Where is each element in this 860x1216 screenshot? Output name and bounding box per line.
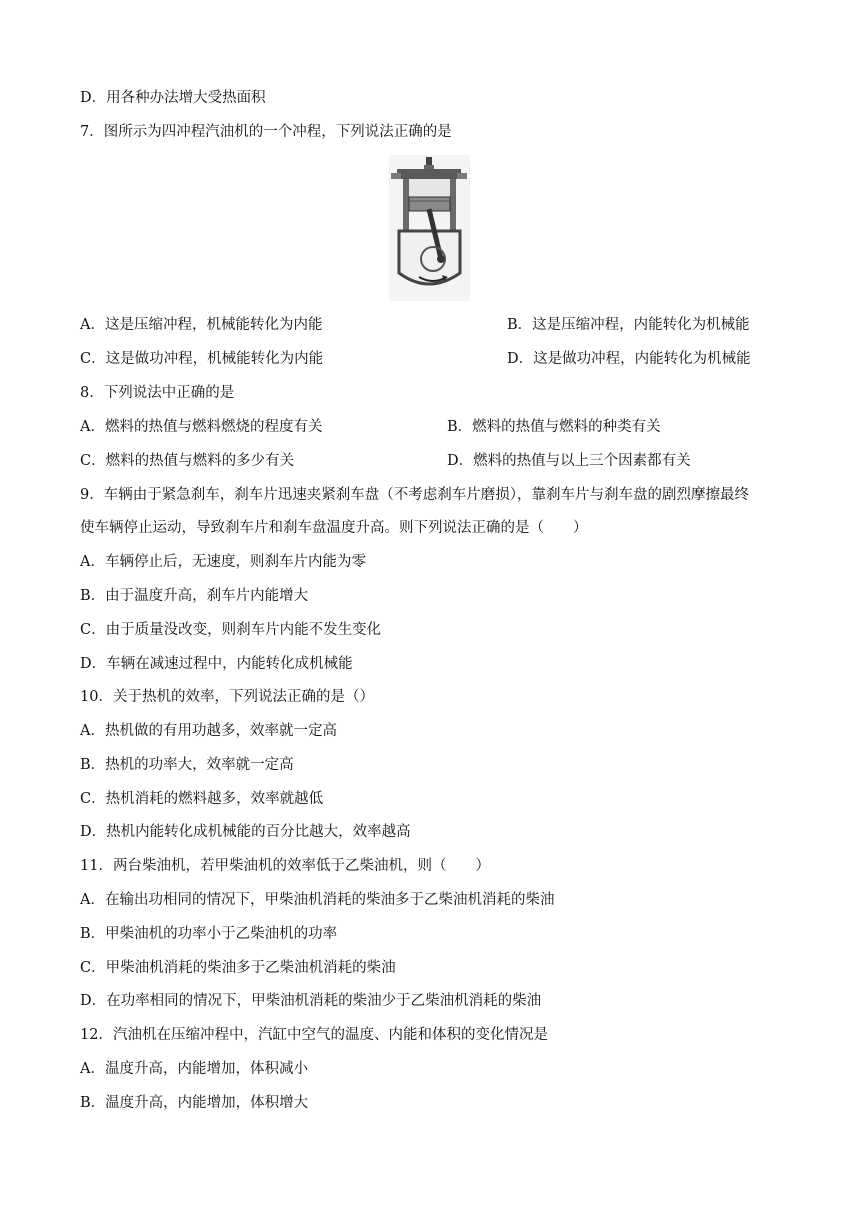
q9-stem-line1: 9．车辆由于紧急刹车，刹车片迅速夹紧刹车盘（不考虑刹车片磨损），靠刹车片与刹车盘的剧烈摩擦最终 <box>80 487 749 503</box>
q7-option-d: D．这是做功冲程，内能转化为机械能 <box>507 351 751 367</box>
q7-stem: 7．图所示为四冲程汽油机的一个冲程，下列说法正确的是 <box>80 124 452 140</box>
q8-stem: 8．下列说法中正确的是 <box>80 385 235 401</box>
q8-option-b: B．燃料的热值与燃料的种类有关 <box>447 419 661 435</box>
q10-option-c: C．热机消耗的燃料越多，效率就越低 <box>80 791 324 807</box>
q12-option-a: A．温度升高，内能增加，体积减小 <box>80 1061 308 1077</box>
q7-option-a: A．这是压缩冲程，机械能转化为内能 <box>80 317 323 333</box>
q11-option-c: C．甲柴油机消耗的柴油多于乙柴油机消耗的柴油 <box>80 960 396 976</box>
q7-option-b: B．这是压缩冲程，内能转化为机械能 <box>507 317 750 333</box>
q11-option-a: A．在输出功相同的情况下，甲柴油机消耗的柴油多于乙柴油机消耗的柴油 <box>80 892 555 908</box>
q11-option-d: D．在功率相同的情况下，甲柴油机消耗的柴油少于乙柴油机消耗的柴油 <box>80 993 542 1009</box>
q9-option-d: D．车辆在减速过程中，内能转化成机械能 <box>80 656 353 672</box>
q8-option-d: D．燃料的热值与以上三个因素都有关 <box>447 453 691 469</box>
q9-option-c: C．由于质量没改变，则刹车片内能不发生变化 <box>80 622 382 638</box>
q10-stem: 10．关于热机的效率，下列说法正确的是（） <box>80 689 374 705</box>
q9-stem-line2: 使车辆停止运动，导致刹车片和刹车盘温度升高。则下列说法正确的是（ ） <box>80 520 588 536</box>
q10-option-a: A．热机做的有用功越多，效率就一定高 <box>80 723 337 739</box>
q11-option-b: B．甲柴油机的功率小于乙柴油机的功率 <box>80 926 338 942</box>
q9-option-a: A．车辆停止后，无速度，则刹车片内能为零 <box>80 554 366 570</box>
q8-option-a: A．燃料的热值与燃料燃烧的程度有关 <box>80 419 323 435</box>
engine-stroke-figure <box>389 155 470 301</box>
q11-stem: 11．两台柴油机，若甲柴油机的效率低于乙柴油机，则（ ） <box>80 858 490 874</box>
q12-option-b: B．温度升高，内能增加，体积增大 <box>80 1095 309 1111</box>
q6-option-d: D．用各种办法增大受热面积 <box>80 90 266 106</box>
q8-option-c: C．燃料的热值与燃料的多少有关 <box>80 453 295 469</box>
q7-option-c: C．这是做功冲程，机械能转化为内能 <box>80 351 324 367</box>
q12-stem: 12．汽油机在压缩冲程中，汽缸中空气的温度、内能和体积的变化情况是 <box>80 1027 548 1043</box>
q9-option-b: B．由于温度升高，刹车片内能增大 <box>80 588 309 604</box>
q10-option-b: B．热机的功率大，效率就一定高 <box>80 757 294 773</box>
q10-option-d: D．热机内能转化成机械能的百分比越大，效率越高 <box>80 824 411 840</box>
